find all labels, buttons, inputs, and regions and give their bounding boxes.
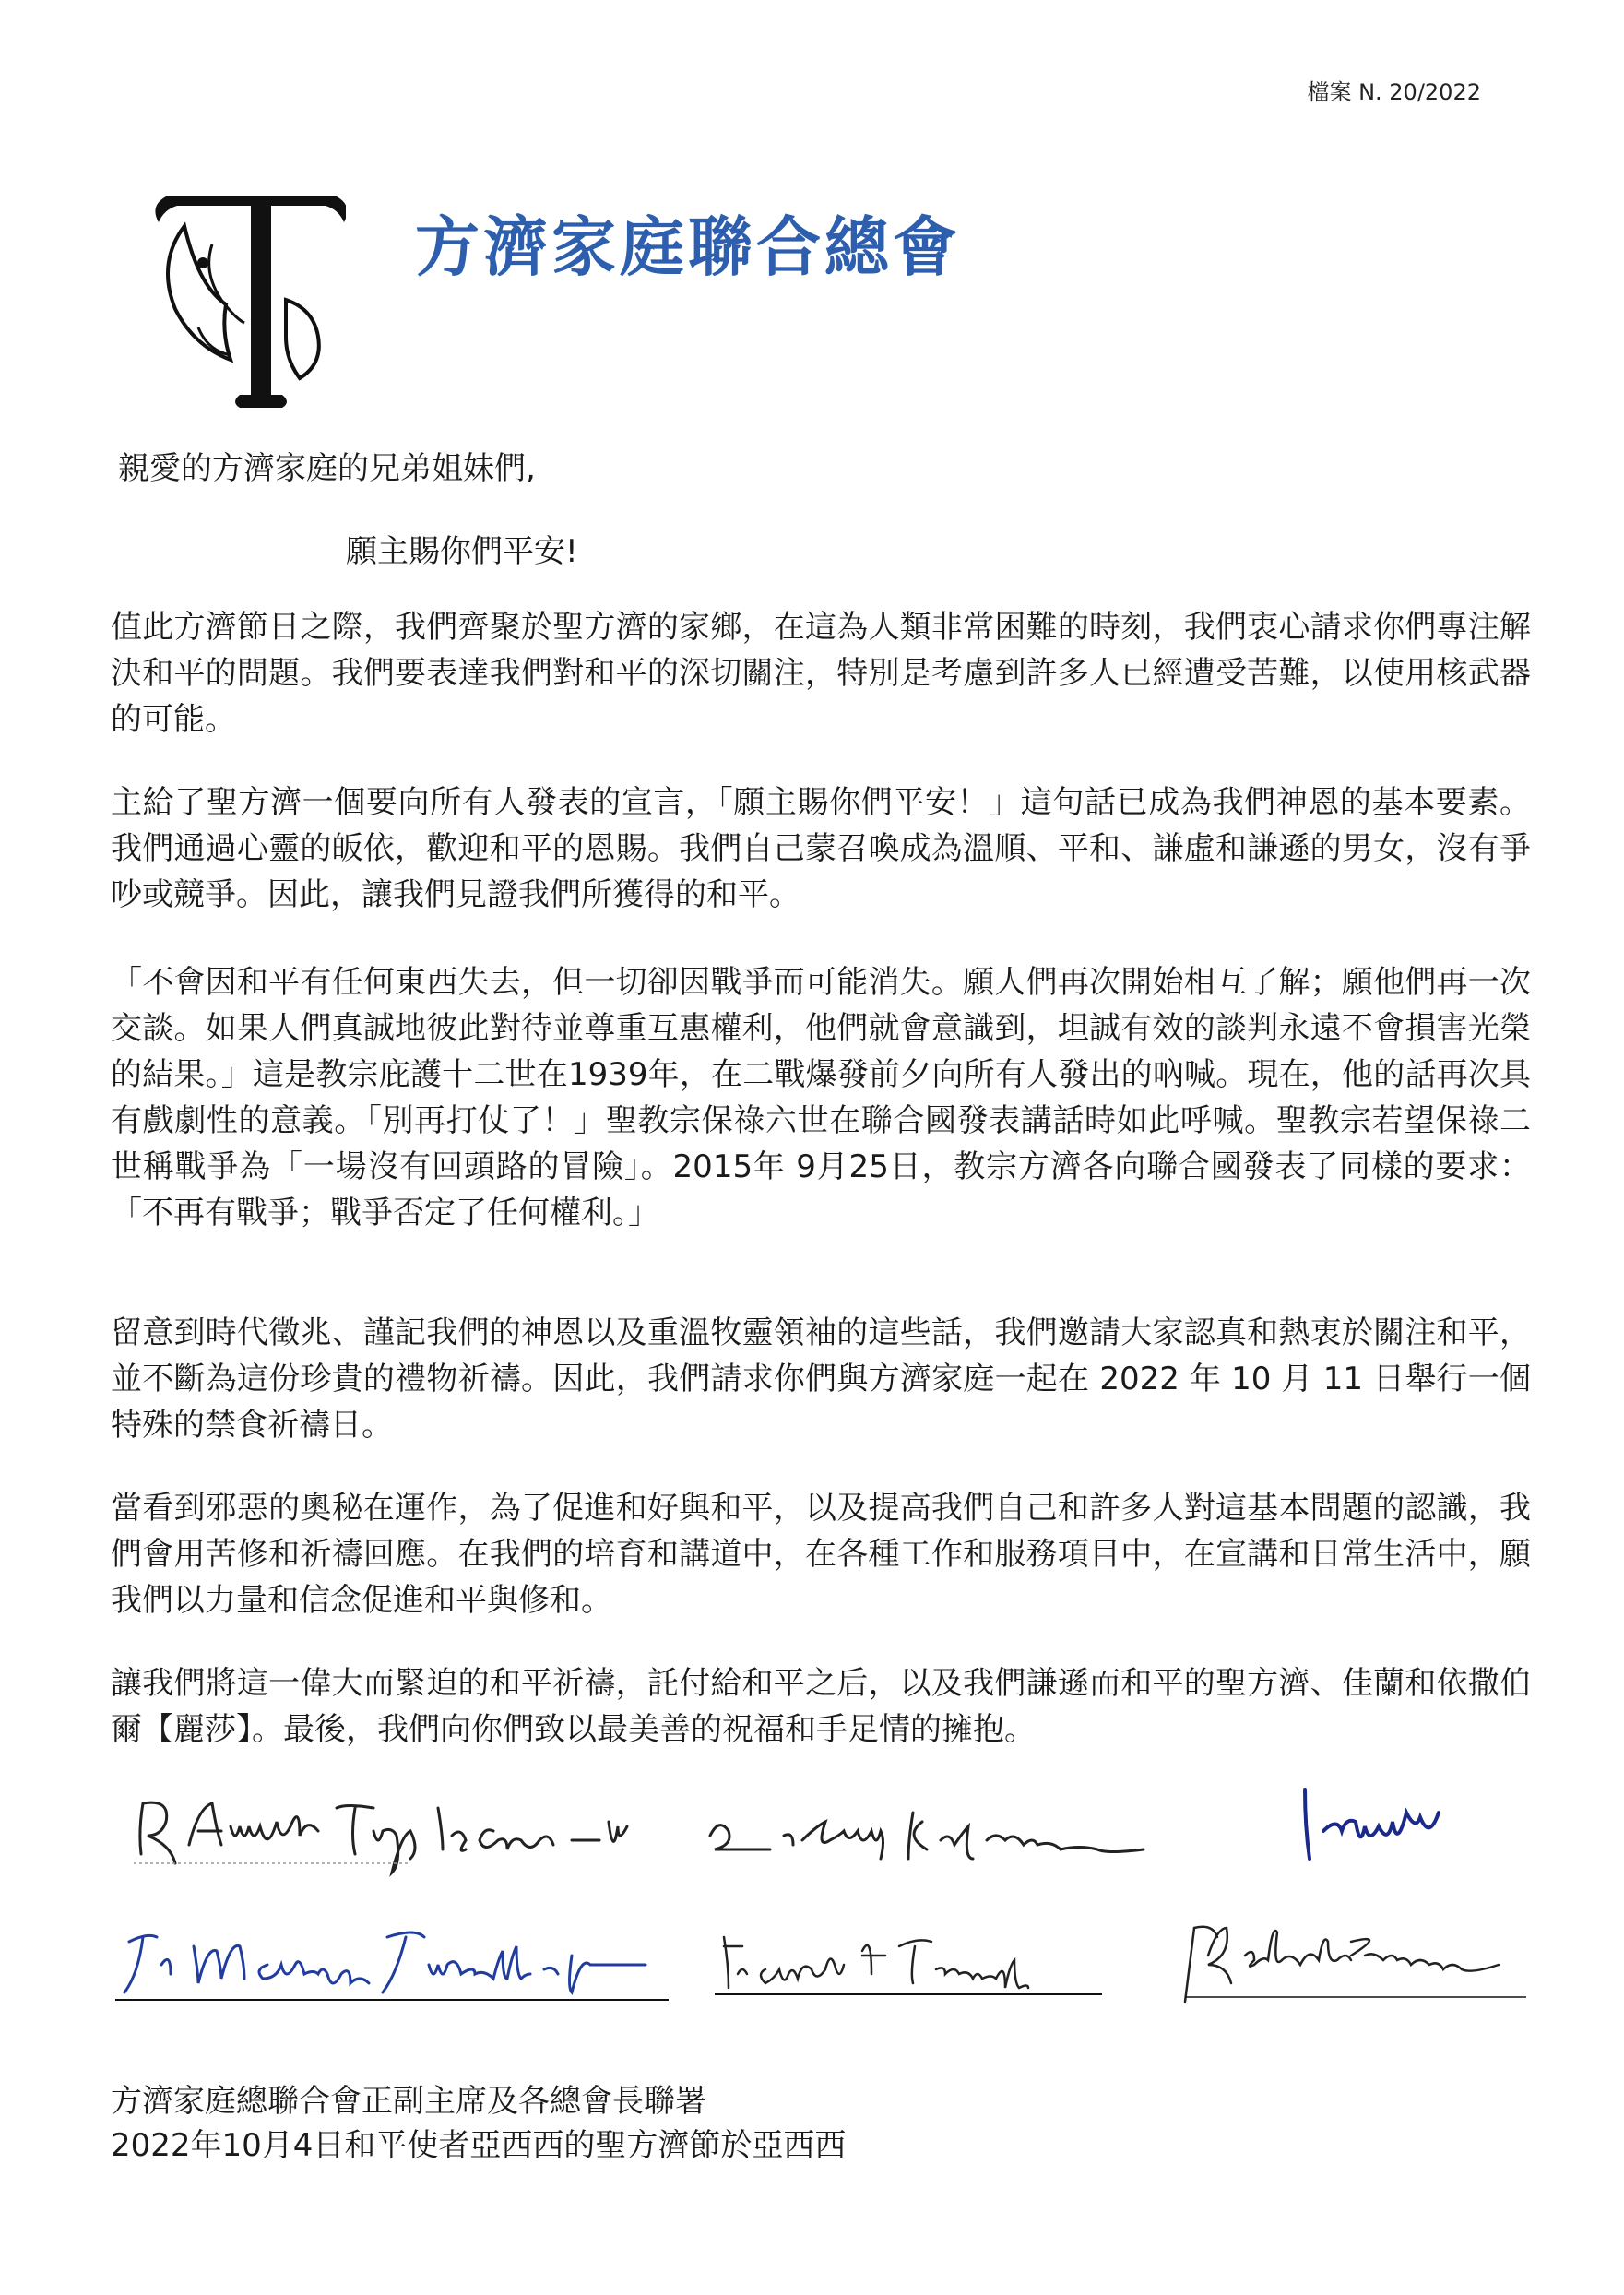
paragraph-1: 值此方濟節日之際，我們齊聚於聖方濟的家鄉，在這為人類非常困難的時刻，我們衷心請求你們專注解決和平的問題。我們要表達我們對和平的深切關注，特別是考慮到許多人已經遭受苦難，以使用核武器的可能。	[111, 609, 1531, 738]
signature-4	[111, 1919, 682, 2006]
closing-line-1: 方濟家庭總聯合會正副主席及各總會長聯署	[111, 2083, 706, 2120]
tau-cross-logo	[148, 189, 346, 410]
paragraph-2: 主給了聖方濟一個要向所有人發表的宣言，「願主賜你們平安！」這句話已成為我們神恩的基本要素。我們通過心靈的皈依，歡迎和平的恩賜。我們自己蒙召喚成為溫順、平和、謙虛和謙遜的男女，沒有爭吵或競爭。因此，讓我們見證我們所獲得的和平。	[111, 784, 1531, 913]
paragraph-3: 「不會因和平有任何東西失去，但一切卻因戰爭而可能消失。願人們再次開始相互了解；願他們再一次交談。如果人們真誠地彼此對待並尊重互惠權利，他們就會意識到，坦誠有效的談判永遠不會損害光榮的結果。」這是教宗庇護十二世在1939年，在二戰爆發前夕向所有人發出的吶喊。現在，他的話再次具有戲劇性的意義。「別再打仗了！」聖教宗保祿六世在聯合國發表講話時如此呼喊。聖教宗若望保祿二世稱戰爭為「一場沒有回頭路的冒險」。2015年 9月25日，教宗方濟各向聯合國發表了同樣的要求：「不再有戰爭；戰爭否定了任何權利。」	[111, 964, 1531, 1231]
greeting: 願主賜你們平安!	[346, 533, 578, 570]
signature-1	[124, 1790, 678, 1877]
signature-5	[710, 1919, 1116, 2002]
file-reference: 檔案 N. 20/2022	[1307, 79, 1481, 105]
paragraph-4: 留意到時代徵兆、謹記我們的神恩以及重溫牧靈領袖的這些話，我們邀請大家認真和熱衷於關注和平，並不斷為這份珍貴的禮物祈禱。因此，我們請求你們與方濟家庭一起在 2022 年 10 月 11 日舉行一個特殊的禁食祈禱日。	[111, 1314, 1531, 1444]
closing-line-2: 2022年10月4日和平使者亞西西的聖方濟節於亞西西	[111, 2127, 847, 2164]
signature-3	[1286, 1776, 1508, 1868]
paragraph-5: 當看到邪惡的奧秘在運作，為了促進和好與和平，以及提高我們自己和許多人對這基本問題的認識，我們會用苦修和祈禱回應。在我們的培育和講道中，在各種工作和服務項目中，在宣講和日常生活中，願我們以力量和信念促進和平與修和。	[111, 1490, 1531, 1619]
salutation: 親愛的方濟家庭的兄弟姐妹們,	[118, 450, 536, 487]
signature-2	[701, 1799, 1217, 1873]
page-title: 方濟家庭聯合總會	[415, 209, 961, 285]
signature-6	[1167, 1900, 1535, 2020]
paragraph-6: 讓我們將這一偉大而緊迫的和平祈禱，託付給和平之后，以及我們謙遜而和平的聖方濟、佳蘭和依撒伯爾【麗莎】。最後，我們向你們致以最美善的祝福和手足情的擁抱。	[111, 1665, 1531, 1748]
